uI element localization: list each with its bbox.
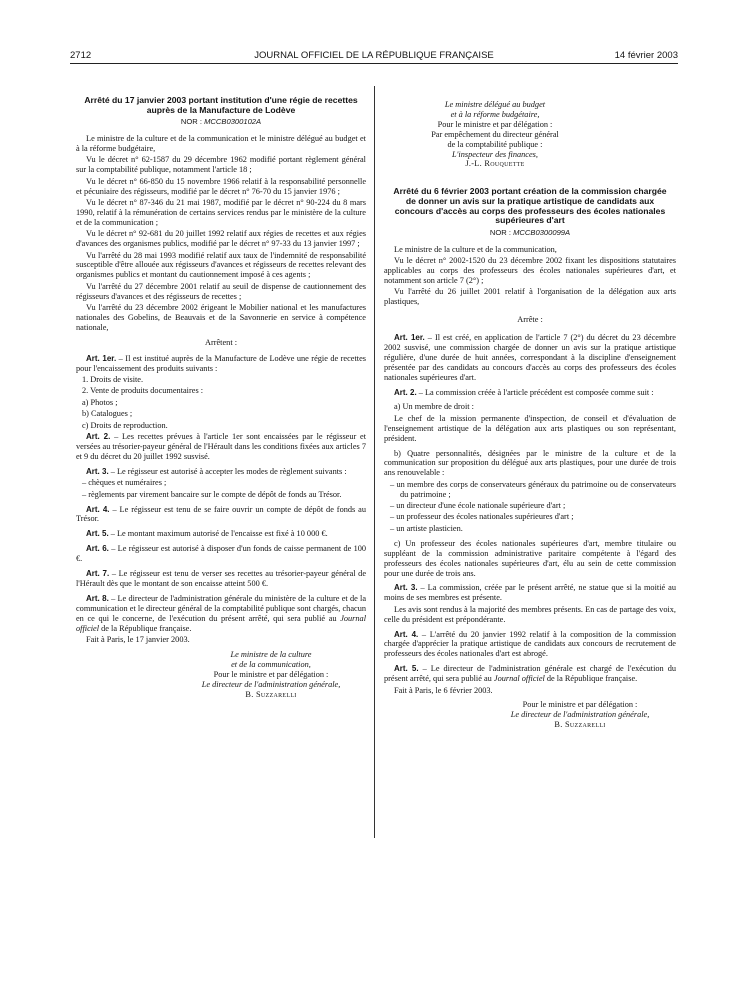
article-5 bbox=[76, 529, 366, 539]
list-item: – chèques et numéraires ; bbox=[82, 478, 167, 488]
right-column bbox=[384, 100, 676, 730]
article-6 bbox=[76, 544, 366, 564]
journal-ref: Journal officiel bbox=[76, 613, 366, 633]
decree-title: Arrêté du 17 janvier 2003 portant institution d'une régie de recettes auprès de la Manufacture de Lodève bbox=[84, 95, 358, 115]
signature-block bbox=[384, 100, 676, 169]
preamble-paragraph: Le ministre de la culture et de la communication et le ministre délégué au budget et à la réforme budgétaire, bbox=[76, 134, 366, 153]
list-item: – un artiste plasticien. bbox=[390, 523, 463, 533]
signature-line: Par empêchement du directeur général bbox=[431, 129, 559, 139]
article-text: de la République française. bbox=[99, 623, 192, 633]
article-text: – Le directeur de l'administration générale du ministère de la culture et de la communication et le directeur général de la comptabilité publique sont chargés, chacun en ce qui le concerne, de l'exécution du présent arrêté, qui sera publié au bbox=[76, 593, 366, 623]
article-4 bbox=[76, 505, 366, 525]
article-1-list bbox=[76, 375, 366, 431]
article-4 bbox=[384, 630, 676, 660]
list-item: b) Catalogues ; bbox=[82, 409, 133, 419]
article-1 bbox=[76, 354, 366, 374]
article-text: – La commission créée à l'article précédent est composée comme suit : bbox=[416, 387, 654, 397]
paragraph-b-list bbox=[384, 480, 676, 534]
signed-at: Fait à Paris, le 6 février 2003. bbox=[394, 685, 493, 695]
article-text: – La commission, créée par le présent arrêté, ne statue que si la moitié au moins de ses membres est présente. bbox=[384, 583, 676, 603]
article-label: Art. 4. bbox=[86, 504, 110, 514]
preamble-paragraph: Vu l'arrêté du 28 mai 1993 modifié relatif aux taux de l'indemnité de responsabilité susceptible d'être allouée aux régisseurs d'avances et régisseurs de recettes relevant des organismes publics et montant du cautionnement imposé à ces agents ; bbox=[76, 250, 366, 280]
paragraph-b: b) Quatre personnalités, désignées par le ministre de la culture et de la communication sur proposition du délégué aux arts plastiques, pour une durée de trois ans renouvelable : bbox=[384, 448, 676, 478]
article-7 bbox=[76, 569, 366, 589]
left-column bbox=[76, 96, 366, 699]
preamble-paragraph: Vu l'arrêté du 27 décembre 2001 relatif au seuil de dispense de cautionnement des régisseurs d'avances et des régisseurs de recettes ; bbox=[76, 281, 366, 301]
list-item: – règlements par virement bancaire sur le compte de dépôt de fonds au Trésor. bbox=[82, 489, 342, 499]
preamble-paragraph: Le ministre de la culture et de la communication, bbox=[394, 244, 557, 254]
article-text: – Il est créé, en application de l'article 7 (2°) du décret du 23 décembre 2002 susvisé, une commission chargée de donner un avis sur la pratique artistique régulière, d'une durée de huit années, correspondant à la discipline d'enseignement présentée par des candidats au concours d'accès au corps des professeurs des écoles nationales supérieures d'art. bbox=[384, 332, 676, 382]
article-label: Art. 1er. bbox=[394, 332, 425, 342]
article-label: Art. 1er. bbox=[86, 353, 117, 363]
article-label: Art. 2. bbox=[86, 432, 111, 442]
signature-line: Le ministre de la culture bbox=[230, 649, 312, 659]
signature-line: Pour le ministre et par délégation : bbox=[213, 669, 329, 679]
article-label: Art. 6. bbox=[86, 544, 109, 554]
list-item: – un membre des corps de conservateurs généraux du patrimoine ou de conservateurs du patrimoine ; bbox=[390, 479, 676, 499]
signatory-name: B. Suzzarelli bbox=[245, 689, 297, 699]
signatory-name: J.-L. Rouquette bbox=[465, 159, 525, 169]
article-text: – Les recettes prévues à l'article 1er sont encaissées par le régisseur et versées au trésorier-payeur général de l'Hérault dans les conditions fixées aux articles 7 et 9 du décret du 20 juillet 1992 susvisé. bbox=[76, 432, 366, 461]
signature-block bbox=[384, 700, 676, 730]
nor-label: NOR : bbox=[489, 227, 511, 237]
article-text: – Le régisseur est tenu de se faire ouvrir un compte de dépôt de fonds au Trésor. bbox=[76, 504, 366, 524]
preamble-paragraph: Vu le décret n° 62-1587 du 29 décembre 1962 modifié portant règlement général sur la comptabilité publique, notamment l'article 18 ; bbox=[76, 155, 366, 175]
article-label: Art. 4. bbox=[394, 629, 419, 639]
article-label: Art. 5. bbox=[86, 529, 109, 539]
article-label: Art. 7. bbox=[86, 569, 110, 579]
arretent-heading: Arrêtent : bbox=[204, 337, 238, 347]
signatory-name: B. Suzzarelli bbox=[554, 720, 606, 730]
list-item: – un directeur d'une école nationale supérieure d'art ; bbox=[390, 501, 566, 511]
signature-line: Pour le ministre et par délégation : bbox=[522, 700, 638, 710]
article-3-list bbox=[76, 478, 366, 499]
signature-line: Le directeur de l'administration générale, bbox=[201, 679, 341, 689]
nor-reference bbox=[76, 117, 366, 127]
article-text: – Le régisseur est tenu de verser ses recettes au trésorier-payeur général de l'Hérault dès que le montant de son encaisse atteint 500 €. bbox=[76, 569, 366, 588]
journal-title: JOURNAL OFFICIEL DE LA RÉPUBLIQUE FRANÇAISE bbox=[254, 50, 494, 61]
article-label: Art. 8. bbox=[86, 593, 109, 603]
signature-line: et à la réforme budgétaire, bbox=[450, 109, 540, 119]
page-number: 2712 bbox=[70, 50, 92, 61]
list-item: a) Photos ; bbox=[82, 397, 118, 407]
article-label: Art. 3. bbox=[86, 466, 109, 476]
article-text: – Le régisseur est autorisé à disposer d'un fonds de caisse permanent de 100 €. bbox=[76, 544, 367, 564]
column-divider bbox=[374, 86, 375, 838]
list-item: c) Droits de reproduction. bbox=[82, 420, 168, 430]
paragraph-a: a) Un membre de droit : bbox=[394, 402, 474, 412]
arrete-heading: Arrête : bbox=[517, 315, 543, 325]
signature-line: Le directeur de l'administration générale, bbox=[510, 710, 650, 720]
signature-line: et de la communication, bbox=[231, 659, 311, 669]
issue-date: 14 février 2003 bbox=[614, 50, 678, 61]
article-text: – L'arrêté du 20 janvier 1992 relatif à la composition de la commission chargée d'apprécier la pratique artistique de candidats aux concours de recrutement de professeurs des écoles nationales d'art est abrogé. bbox=[384, 629, 677, 659]
signature-line: de la comptabilité publique : bbox=[447, 139, 543, 149]
article-3 bbox=[384, 583, 676, 603]
paragraph-a-detail: Le chef de la mission permanente d'inspection, de conseil et d'évaluation de l'enseignement artistique de la délégation aux arts plastiques ou son représentant, président. bbox=[384, 413, 676, 443]
article-text: – Le régisseur est autorisé à accepter les modes de règlement suivants : bbox=[108, 466, 347, 476]
article-text: de la République française. bbox=[544, 674, 638, 684]
nor-code: MCCB0300099A bbox=[513, 227, 571, 237]
signature-block bbox=[76, 650, 366, 700]
article-2 bbox=[76, 432, 366, 462]
article-3-continued: Les avis sont rendus à la majorité des membres présents. En cas de partage des voix, celle du président est prépondérante. bbox=[384, 604, 676, 624]
article-3 bbox=[76, 467, 366, 477]
article-label: Art. 3. bbox=[394, 583, 418, 593]
article-text: – Le directeur de l'administration générale est chargé de l'exécution du présent arrêté, qui sera publié au bbox=[384, 664, 676, 684]
article-2 bbox=[384, 388, 676, 398]
decree-title: Arrêté du 6 février 2003 portant création de la commission chargée de donner un avis sur la pratique artistique de candidats aux concours d'accès au corps des professeurs des écoles nationales supérieures d'art bbox=[393, 186, 667, 226]
article-1 bbox=[384, 333, 676, 383]
list-item: 2. Vente de produits documentaires : bbox=[82, 386, 204, 396]
nor-label: NOR : bbox=[180, 117, 202, 127]
nor-reference bbox=[384, 228, 676, 238]
signature-line: Le ministre délégué au budget bbox=[444, 100, 546, 109]
journal-ref: Journal officiel bbox=[493, 674, 545, 684]
preamble-paragraph: Vu le décret n° 2002-1520 du 23 décembre 2002 fixant les dispositions statutaires applicables au corps des professeurs des écoles nationales supérieures d'art, et notamment son article 7 (2°) ; bbox=[384, 256, 676, 285]
nor-code: MCCB0300102A bbox=[204, 117, 262, 127]
header-rule bbox=[70, 63, 678, 64]
preamble-paragraph: Vu l'arrêté du 23 décembre 2002 érigeant le Mobilier national et les manufactures nationales des Gobelins, de Beauvais et de la Savonnerie en service à compétence nationale, bbox=[76, 303, 366, 332]
article-label: Art. 2. bbox=[394, 387, 417, 397]
list-item: 1. Droits de visite. bbox=[82, 375, 144, 385]
signed-at: Fait à Paris, le 17 janvier 2003. bbox=[86, 634, 190, 644]
signature-line: Pour le ministre et par délégation : bbox=[437, 119, 553, 129]
article-text: – Le montant maximum autorisé de l'encaisse est fixé à 10 000 €. bbox=[108, 529, 328, 539]
signature-line: L'inspecteur des finances, bbox=[452, 149, 538, 159]
preamble-paragraph: Vu le décret n° 87-346 du 21 mai 1987, modifié par le décret n° 90-224 du 8 mars 1990, relatif à la rémunération de certains services rendus par le ministère de la culture et de la communication ; bbox=[76, 198, 366, 227]
preamble-paragraph: Vu le décret n° 66-850 du 15 novembre 1966 relatif à la responsabilité personnelle et pécuniaire des régisseurs, modifié par le décret n° 76-70 du 15 janvier 1976 ; bbox=[76, 176, 366, 196]
preamble-paragraph: Vu le décret n° 92-681 du 20 juillet 1992 relatif aux régies de recettes et aux régies d'avances des organismes publics, modifié par le décret n° 97-33 du 13 janvier 1997 ; bbox=[76, 229, 366, 249]
paragraph-c: c) Un professeur des écoles nationales supérieures d'art, membre titulaire ou suppléant de la commission administrative paritaire compétente à l'égard des professeurs des écoles nationales supérieures d'art, élu au sein de cette commission pour une durée de trois ans. bbox=[384, 538, 676, 578]
article-5 bbox=[384, 664, 676, 684]
article-text: – Il est institué auprès de la Manufacture de Lodève une régie de recettes pour l'encaissement des produits suivants : bbox=[76, 353, 366, 373]
article-8 bbox=[76, 594, 366, 634]
preamble-paragraph: Vu l'arrêté du 26 juillet 2001 relatif à l'organisation de la délégation aux arts plastiques, bbox=[384, 287, 676, 307]
list-item: – un professeur des écoles nationales supérieures d'art ; bbox=[390, 512, 574, 522]
article-label: Art. 5. bbox=[394, 664, 419, 674]
